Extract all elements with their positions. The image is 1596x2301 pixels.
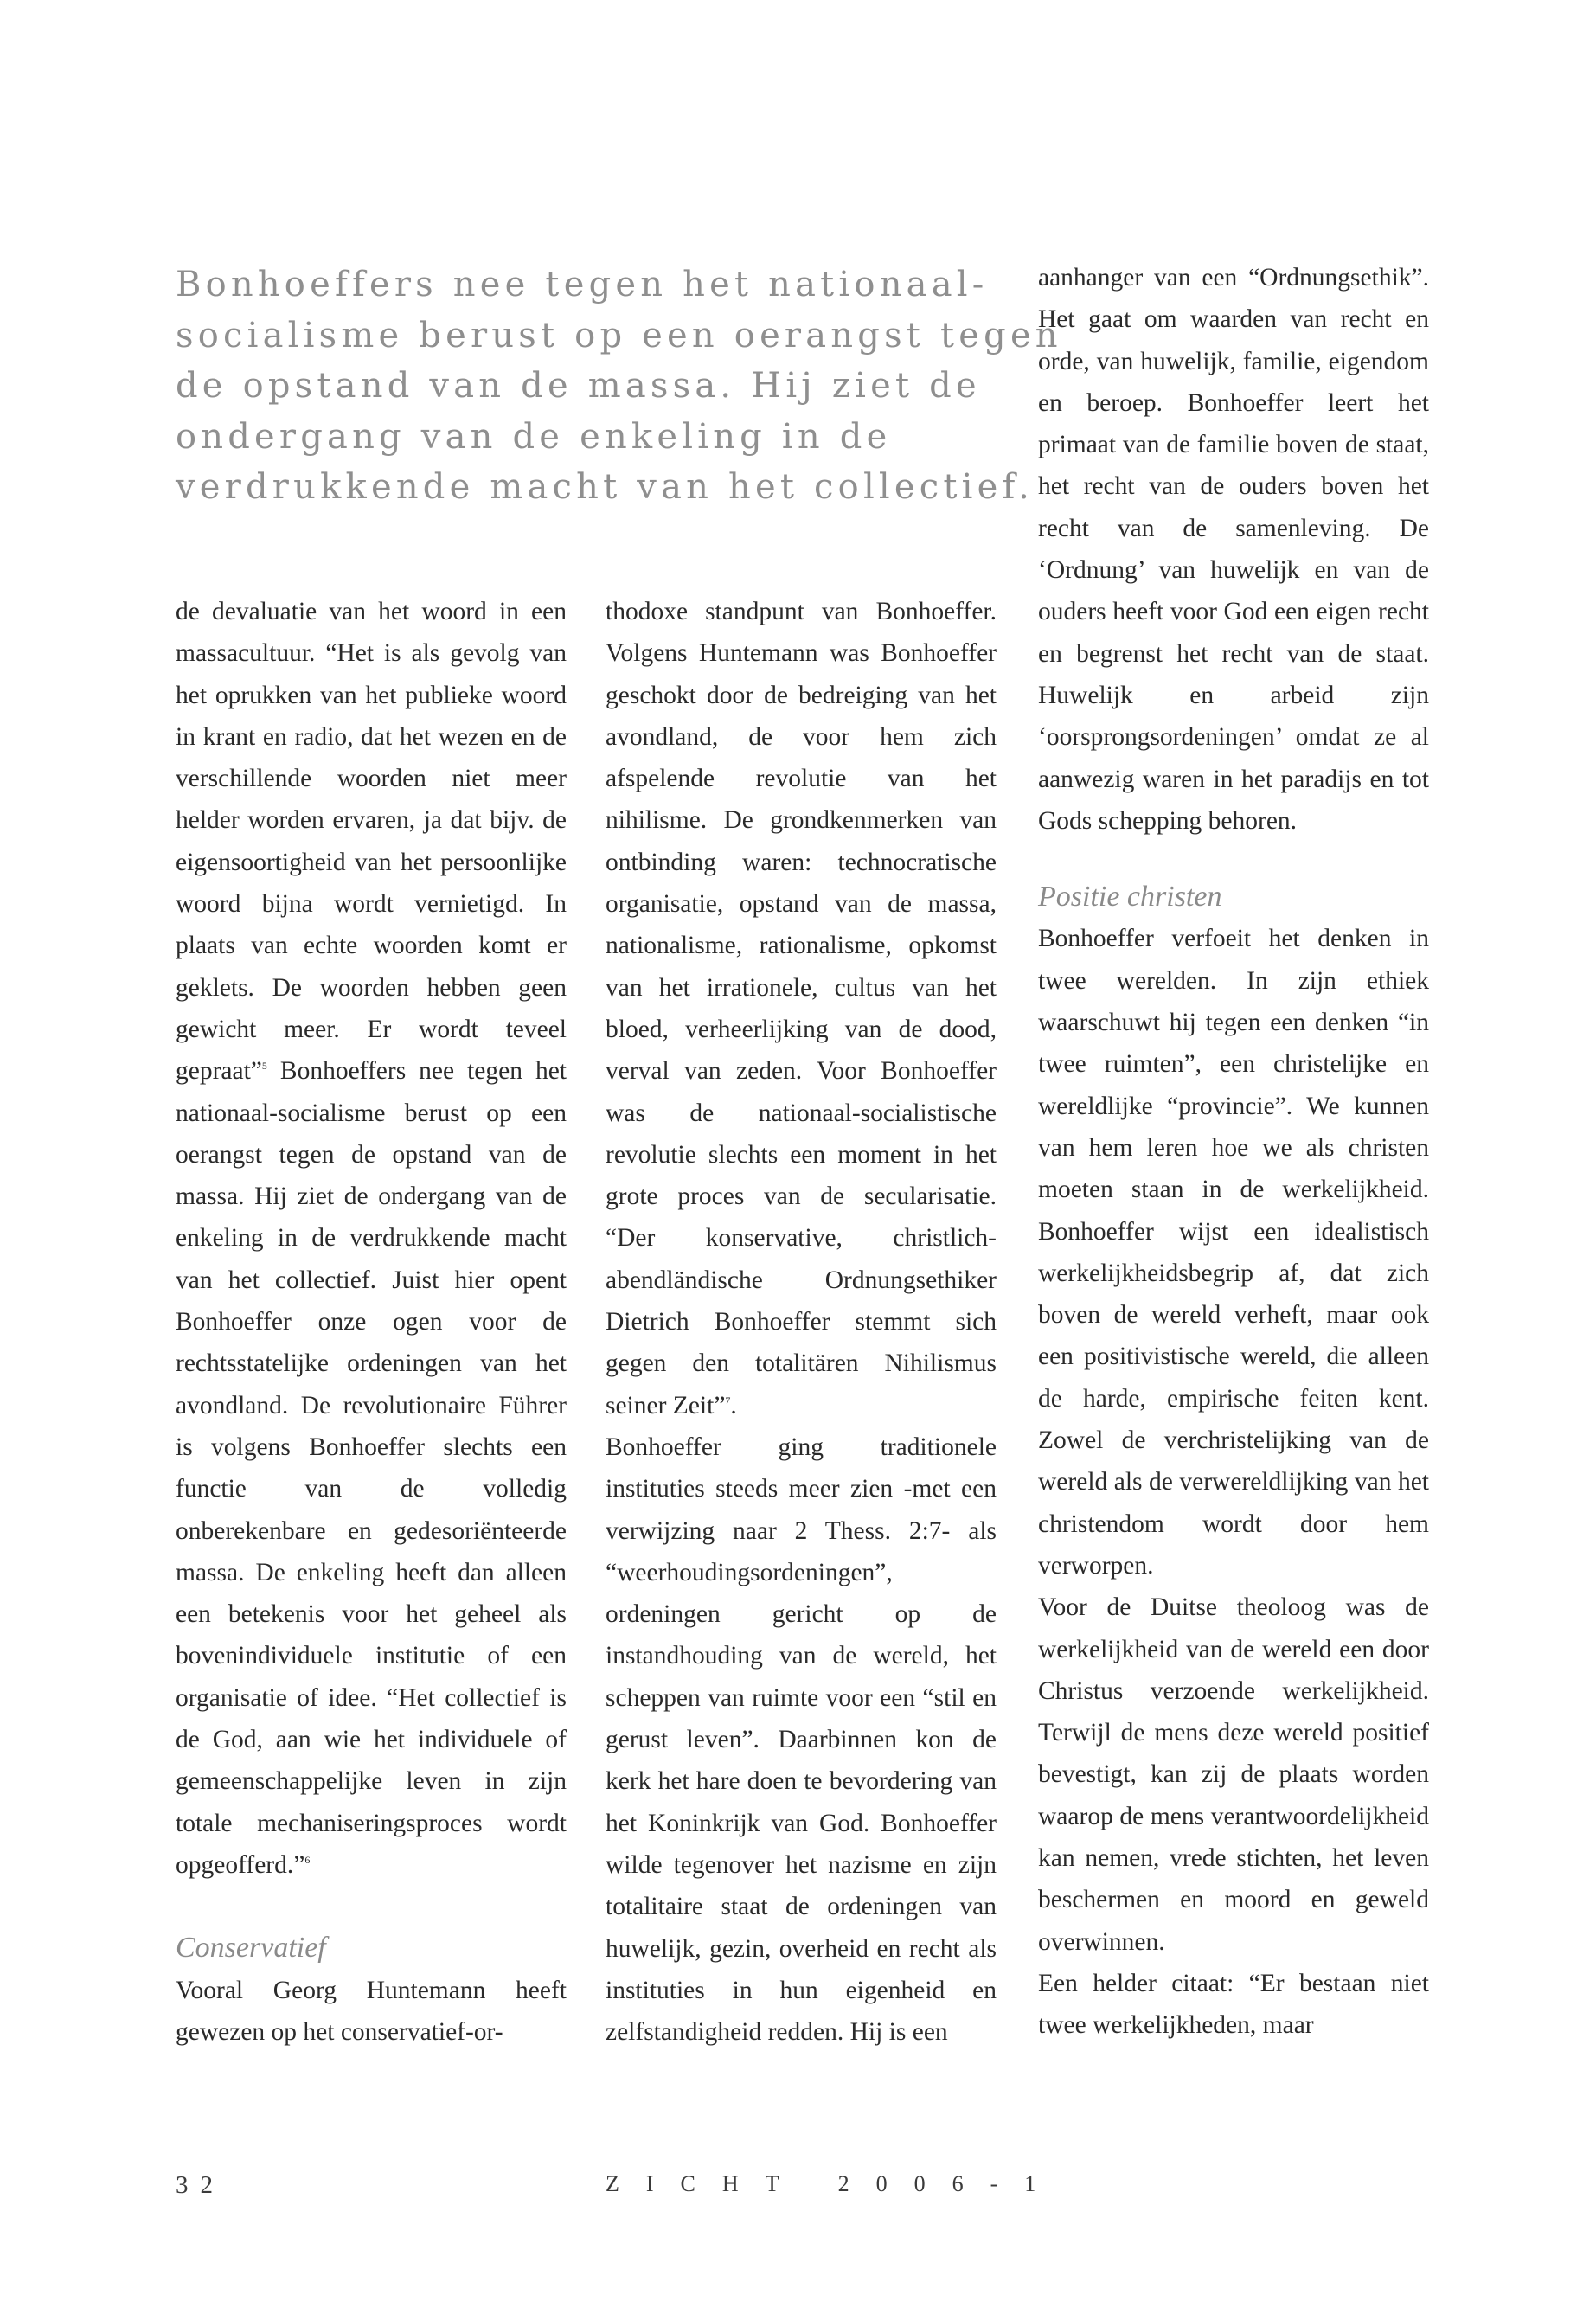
pull-quote-line: socialisme berust op een oerangst tegen [176,315,1062,356]
pull-quote-line: ondergang van de enkeling in de [176,416,892,457]
pull-quote-line: Bonhoeffers nee tegen het nationaal- [176,265,989,304]
paragraph-text: thodoxe standpunt van Bonhoeffer. Volgens Huntemann was Bonhoeffer geschokt door de bedreiging van het avondland, de voor hem zich afspelende revolutie van het nihilisme. De grondkenmerken van ontbinding waren: technocratische organisatie, opstand van de massa, nationalisme, rationalisme, opkomst van het irrationele, cultus van het bloed, verheerlijking van de dood, verval van zeden. Voor Bonhoeffer was de nationaal-socialistische revolutie slechts een moment in het grote proces van de secularisatie. “Der konservative, christlich-abendländische Ordnungsethiker Dietrich Bonhoeffer stemmt sich gegen den totalitären Nihilismus seiner Zeit” [606,598,997,1420]
paragraph [176,591,567,1886]
paragraph-text: . [730,1391,737,1420]
footnote-marker: 6 [304,1854,311,1867]
paragraph: Bonhoeffer verfoeit het denken in twee werelden. In zijn ethiek waarschuwt hij tegen een denken “in twee ruimten”, een christelijke en wereldlijke “provincie”. We kunnen van hem leren hoe we als christen moeten staan in de werkelijkheid. Bonhoeffer wijst een idealistisch werkelijkheidsbegrip af, dat zich boven de wereld verheft, maar ook een positivistische wereld, die alleen de harde, empirische feiten kent. Zowel de verchristelijking van de wereld als de verwereldlijking van het christendom wordt door hem verworpen. [1038,925,1429,1580]
paragraph: aanhanger van een “Ordnungsethik”. Het gaat om waarden van recht en orde, van huwelijk, familie, eigendom en beroep. Bonhoeffer leert het primaat van de familie boven de staat, het recht van de ouders boven het recht van de samenleving. De ‘Ordnung’ van huwelijk en van de ouders heeft voor God een eigen recht en begrenst het recht van de staat. Huwelijk en arbeid zijn ‘oorsprongsordeningen’ omdat ze al aanwezig waren in het paradijs en tot Gods schepping behoren. [1038,264,1429,835]
footnote-marker: 7 [725,1394,731,1407]
column-1 [176,591,567,2053]
paragraph: Bonhoeffer ging traditionele instituties steeds meer zien -met een verwijzing naar 2 Thess. 2:7- als “weerhoudingsordeningen”, ordeningen gericht op de instandhouding van de wereld, het scheppen van ruimte voor een “stil en gerust leven”. Daarbinnen kon de kerk het hare doen te bevordering van het Koninkrijk van God. Bonhoeffer wilde tegenover het nazisme en zijn totalitaire staat de ordeningen van huwelijk, gezin, overheid en recht als instituties in hun eigenheid en zelfstandigheid redden. Hij is een [606,1433,997,2047]
page-number: 32 [176,2171,225,2199]
paragraph: Voor de Duitse theoloog was de werkelijkheid van de wereld een door Christus verzoende werkelijkheid. Terwijl de mens deze wereld positief bevestigt, kan zij de plaats worden waarop de mens verantwoordelijkheid kan nemen, vrede stichten, het leven beschermen en moord en geweld overwinnen. [1038,1593,1429,1956]
paragraph: Een helder citaat: “Er bestaan niet twee werkelijkheden, maar [1038,1969,1429,2040]
pull-quote-line: verdrukkende macht van het collectief. [176,467,1035,507]
section-heading-conservatief: Conservatief [176,1932,326,1965]
pull-quote-line: de opstand van de massa. Hij ziet de [176,366,981,406]
paragraph-text: Bonhoeffers nee tegen het nationaal-socialisme berust op een oerangst tegen de opstand van de massa. Hij ziet de ondergang van de enkeling in de verdrukkende macht van het collectief. Juist hier opent Bonhoeffer onze ogen voor de rechtsstatelijke ordeningen van het avondland. De revolutionaire Führer is volgens Bonhoeffer slechts een functie van de volledig onberekenbare en gedesoriënteerde massa. De enkeling heeft dan alleen een betekenis voor het geheel als bovenindividuele institutie of een organisatie of idee. “Het collectief is de God, aan wie het individuele of gemeenschappelijke leven in zijn totale mechaniseringsproces wordt opgeofferd.” [176,1057,567,1879]
paragraph-text: de devaluatie van het woord in een massacultuur. “Het is als gevolg van het oprukken van het publieke woord in krant en radio, dat het wezen en de verschillende woorden niet meer helder worden ervaren, ja dat bijv. de eigensoortigheid van het persoonlijke woord bijna wordt vernietigd. In plaats van echte woorden komt er geklets. De woorden hebben geen gewicht meer. Er wordt teveel gepraat” [176,598,567,1086]
column-3 [1038,257,1429,2046]
section-heading-positie-christen: Positie christen [1038,881,1222,913]
column-2 [606,591,997,2053]
paragraph [606,591,997,1426]
paragraph: Vooral Georg Huntemann heeft gewezen op het conservatief-or- [176,1976,567,2046]
pull-quote [176,260,1062,513]
footnote-marker: 5 [261,1060,267,1073]
journal-name: ZICHT 2006-1 [606,2171,1063,2196]
